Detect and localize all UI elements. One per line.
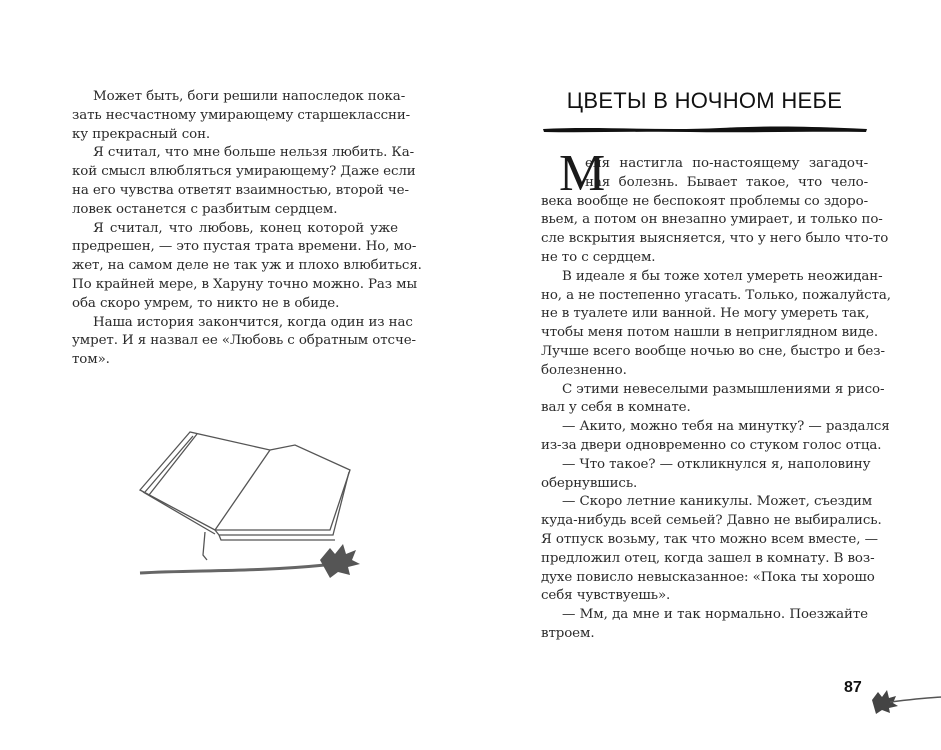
paragraph bbox=[72, 88, 411, 144]
text-line: Я считал, что любовь, конец которой уже bbox=[93, 220, 398, 236]
left-page-text bbox=[72, 88, 422, 370]
text-line: Я считал, что мне больше нельзя любить. Ка- bbox=[93, 145, 414, 161]
text-line: предложил отец, когда зашел в комнату. В воз- bbox=[541, 550, 875, 566]
text-line: том». bbox=[72, 352, 110, 368]
text-line: ловек останется с разбитым сердцем. bbox=[72, 201, 338, 217]
text-line: духе повисло невысказанное: «Пока ты хорошо bbox=[541, 569, 875, 585]
paragraph bbox=[541, 456, 871, 494]
paragraph bbox=[541, 268, 891, 381]
text-line: Наша история закончится, когда один из нас bbox=[93, 314, 413, 330]
text-line: В идеале я бы тоже хотел умереть неожидан- bbox=[562, 268, 883, 284]
text-line: — Мм, да мне и так нормально. Поезжайте bbox=[562, 607, 868, 623]
text-line: кой смысл влюбляться умирающему? Даже если bbox=[72, 164, 416, 180]
text-line: еня настигла по-настоящему загадоч- bbox=[585, 156, 868, 171]
text-line: — Что такое? — откликнулся я, наполовину bbox=[562, 456, 871, 472]
text-line: вьем, а потом он внезапно умирает, и только по- bbox=[541, 212, 883, 228]
flower-ornament-icon bbox=[862, 684, 941, 714]
text-line: болезненно. bbox=[541, 362, 627, 378]
text-line: Лучше всего вообще ночью во сне, быстро и без- bbox=[541, 343, 885, 359]
paragraph bbox=[72, 220, 422, 314]
text-line: предрешен, — это пустая трата времени. Но, мо- bbox=[72, 239, 417, 255]
text-line: По крайней мере, в Харуну точно можно. Раз мы bbox=[72, 276, 418, 292]
chapter-title: ЦВЕТЫ В НОЧНОМ НЕБЕ bbox=[566, 88, 843, 113]
text-line: втроем. bbox=[541, 625, 595, 641]
page-number: 87 bbox=[844, 679, 862, 696]
text-line: ная болезнь. Бывает такое, что чело- bbox=[585, 174, 868, 190]
text-line: — Скоро летние каникулы. Может, съездим bbox=[562, 494, 873, 510]
text-line: Может быть, боги решили напоследок пока- bbox=[93, 89, 406, 104]
open-book-illustration bbox=[135, 420, 365, 580]
text-line: но, а не постепенно угасать. Только, пожалуйста, bbox=[541, 287, 891, 303]
paragraph bbox=[541, 381, 885, 419]
paragraph bbox=[541, 606, 868, 644]
paragraph bbox=[72, 314, 416, 370]
text-line: чтобы меня потом нашли в неприглядном виде. bbox=[541, 325, 878, 341]
paragraph bbox=[541, 493, 882, 606]
text-line: не то с сердцем. bbox=[541, 249, 656, 265]
text-line: жет, на самом деле не так уж и плохо влюбиться. bbox=[72, 258, 422, 274]
text-line: куда-нибудь всей семьей? Давно не выбирались. bbox=[541, 513, 882, 529]
text-line: С этими невеселыми размышлениями я рисо- bbox=[562, 381, 885, 397]
right-page-text bbox=[541, 145, 891, 644]
text-line: сле вскрытия выясняется, что у него было что-то bbox=[541, 231, 889, 247]
paragraph bbox=[72, 144, 416, 219]
text-line: ку прекрасный сон. bbox=[72, 126, 211, 142]
text-line: себя чувствуешь». bbox=[541, 588, 671, 604]
brush-stroke-divider bbox=[540, 122, 870, 136]
text-line: умрет. И я назвал ее «Любовь с обратным отсче- bbox=[72, 333, 416, 349]
text-line: на его чувства ответят взаимностью, второй че- bbox=[72, 182, 409, 198]
text-line: не в туалете или ванной. Не могу умереть так, bbox=[541, 306, 870, 322]
text-line: вал у себя в комнате. bbox=[541, 400, 691, 416]
text-line: века вообще не беспокоят проблемы со здоро- bbox=[541, 193, 868, 209]
paragraph bbox=[541, 418, 890, 456]
drop-cap: М bbox=[559, 145, 606, 202]
text-line: зать несчастному умирающему старшеклассни- bbox=[72, 107, 411, 123]
text-line: из-за двери одновременно со стуком голос отца. bbox=[541, 437, 882, 453]
text-line: Я отпуск возьму, так что можно всем вместе, — bbox=[541, 531, 878, 547]
text-line: — Акито, можно тебя на минутку? — раздался bbox=[562, 419, 890, 435]
text-line: оба скоро умрем, то никто не в обиде. bbox=[72, 295, 340, 311]
text-line: обернувшись. bbox=[541, 475, 638, 491]
